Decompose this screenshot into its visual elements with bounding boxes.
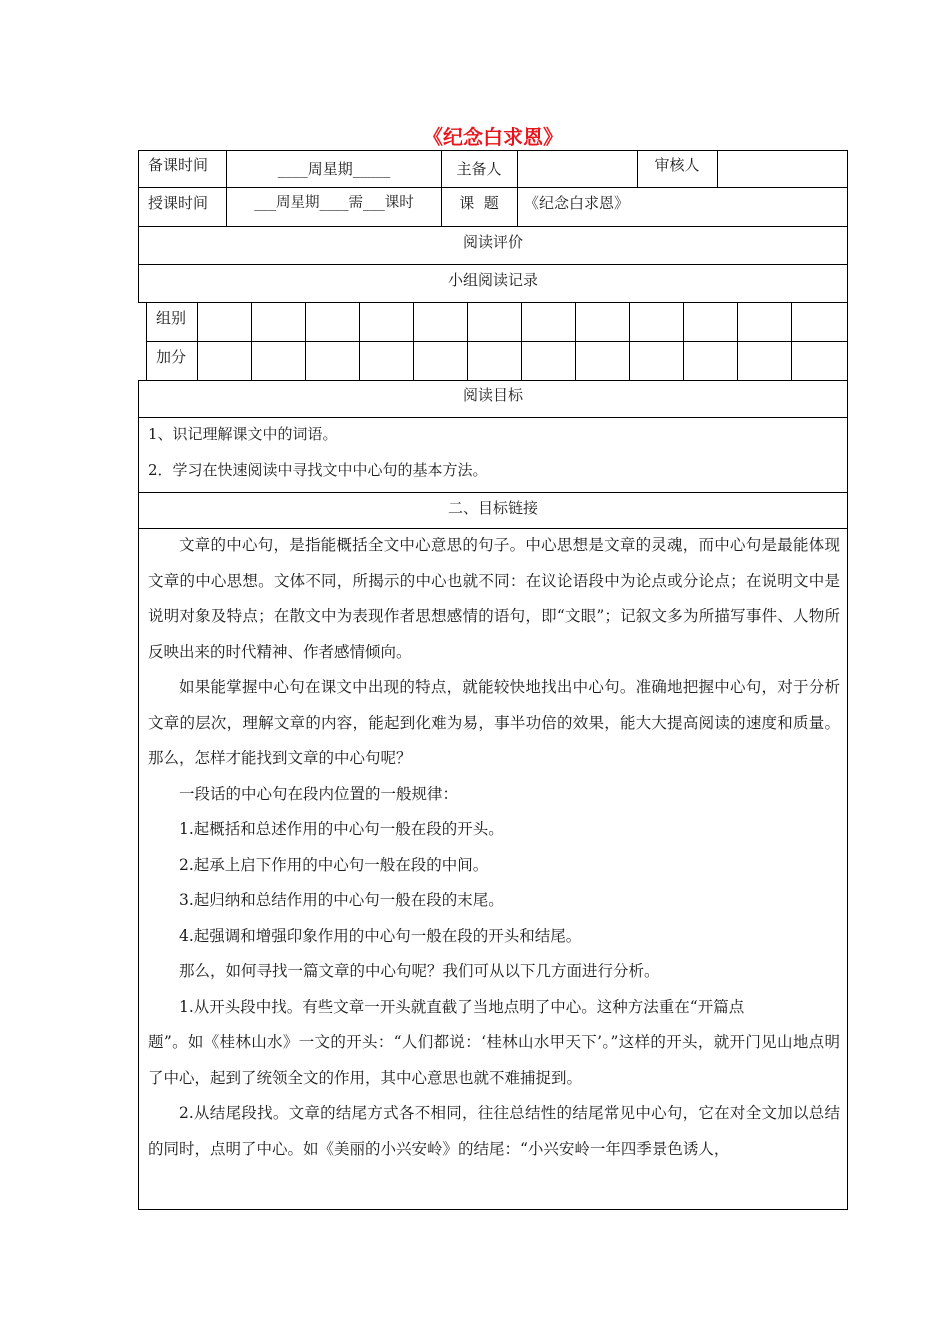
reading-goals-heading: 阅读目标 — [462, 386, 523, 404]
col-divider — [251, 302, 252, 380]
col-divider — [717, 150, 718, 187]
group-record-heading: 小组阅读记录 — [447, 271, 538, 289]
col-divider — [467, 302, 468, 380]
paragraph: 题”。如《桂林山水》一文的开头：“人们都说：‘桂林山水甲天下’。”这样的开头，就开门见山地点明了中心，起到了统领全文的作用，其中心意思也就不难捕捉到。 — [148, 1033, 840, 1087]
row-divider — [138, 417, 848, 418]
col-divider — [637, 150, 638, 187]
group-label: 组别 — [156, 309, 187, 327]
col-divider — [413, 302, 414, 380]
col-divider — [737, 302, 738, 380]
topic-label: 课 题 — [459, 194, 499, 212]
col-divider — [521, 302, 522, 380]
prep-time-label: 备课时间 — [148, 156, 209, 174]
target-link-heading: 二、目标链接 — [447, 499, 538, 517]
row-divider — [138, 264, 848, 265]
goal-1: 1、识记理解课文中的词语。 — [148, 425, 338, 443]
col-divider — [575, 302, 576, 380]
col-divider — [791, 302, 792, 380]
teach-time-label: 授课时间 — [148, 194, 209, 212]
paragraph: 一段话的中心句在段内位置的一般规律： — [179, 784, 459, 803]
paragraph: 那么，如何寻找一篇文章的中心句呢？我们可从以下几方面进行分析。 — [179, 962, 660, 980]
points-label: 加分 — [156, 348, 187, 366]
col-divider — [517, 150, 518, 226]
col-divider — [441, 150, 442, 226]
col-divider — [197, 302, 198, 380]
row-divider — [138, 302, 848, 303]
col-divider — [226, 150, 227, 226]
border-gap — [137, 303, 140, 380]
lead-teacher-label: 主备人 — [456, 160, 502, 178]
content-body — [148, 528, 840, 1167]
row-divider — [138, 226, 848, 227]
paragraph: 如果能掌握中心句在课文中出现的特点，就能较快地找出中心句。准确地把握中心句，对于分析文章的层次，理解文章的内容，能起到化难为易，事半功倍的效果，能大大提高阅读的速度和质量。那么，怎样才能找到文章的中心句呢？ — [148, 678, 840, 767]
col-divider — [683, 302, 684, 380]
col-divider — [359, 302, 360, 380]
paragraph: 2.从结尾段找。文章的结尾方式各不相同，往往总结性的结尾常见中心句，它在对全文加以总结的同时，点明了中心。如《美丽的小兴安岭》的结尾：“小兴安岭一年四季景色诱人， — [148, 1104, 840, 1158]
list-item: 3.起归纳和总结作用的中心句一般在段的末尾。 — [179, 891, 504, 909]
reading-eval-heading: 阅读评价 — [462, 233, 523, 251]
reviewer-label: 审核人 — [654, 156, 700, 174]
teach-time-value: ___周星期____需___课时 — [254, 195, 414, 211]
list-item: 1.起概括和总述作用的中心句一般在段的开头。 — [179, 820, 504, 838]
col-divider — [146, 302, 147, 380]
col-divider — [629, 302, 630, 380]
topic-value: 《纪念白求恩》 — [524, 194, 630, 212]
row-divider — [138, 187, 848, 188]
paragraph: 文章的中心句，是指能概括全文中心意思的句子。中心思想是文章的灵魂，而中心句是最能体现文章的中心思想。文体不同，所揭示的中心也就不同：在议论语段中为论点或分论点；在说明文中是说明对象及特点；在散文中为表现作者思想感情的语句，即“文眼”；记叙文多为所描写事件、人物所反映出来的时代精神、作者感情倾向。 — [148, 536, 840, 661]
row-divider — [138, 380, 848, 381]
list-item: 2.起承上启下作用的中心句一般在段的中间。 — [179, 855, 489, 874]
goal-2: 2．学习在快速阅读中寻找文中中心句的基本方法。 — [148, 461, 488, 479]
col-divider — [305, 302, 306, 380]
row-divider — [138, 492, 848, 493]
paragraph: 1.从开头段中找。有些文章一开头就直截了当地点明了中心。这种方法重在“开篇点 — [179, 997, 745, 1016]
document-title: 《纪念白求恩》 — [423, 125, 563, 149]
prep-time-value: ____周星期_____ — [277, 160, 391, 178]
list-item: 4.起强调和增强印象作用的中心句一般在段的开头和结尾。 — [179, 926, 582, 945]
table-bottom-border — [138, 1209, 848, 1210]
